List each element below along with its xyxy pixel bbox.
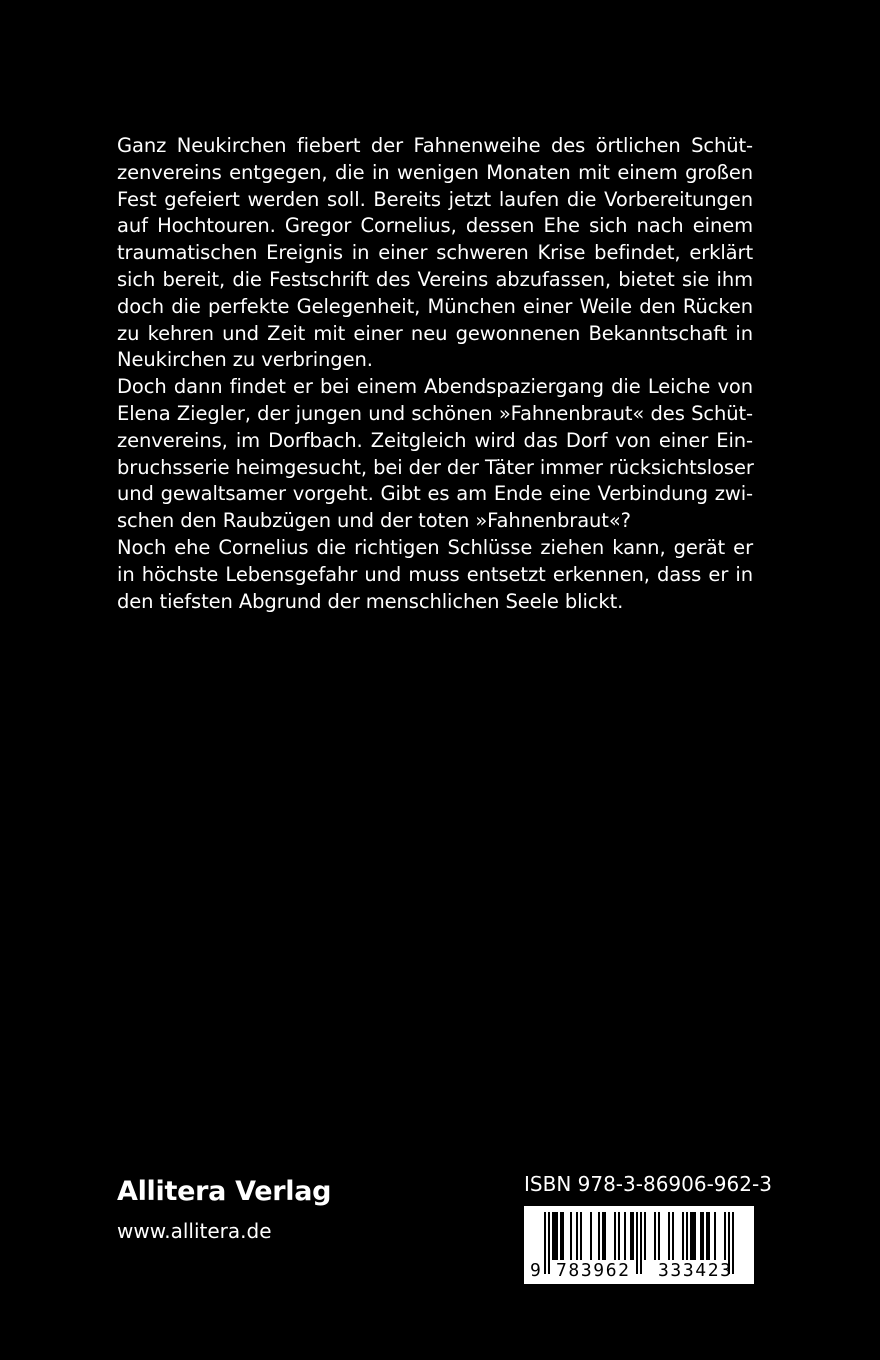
barcode-bar bbox=[700, 1212, 702, 1260]
blurb-line: Ganz Neukirchen fiebert der Fahnenweihe des örtlichen Schüt- bbox=[117, 134, 753, 157]
barcode-right-digits: 333423 bbox=[658, 1260, 733, 1281]
barcode-bar bbox=[562, 1212, 564, 1260]
barcode-bar bbox=[644, 1212, 646, 1260]
blurb-line: doch die perfekte Gelegenheit, München einer Weile den Rücken bbox=[117, 294, 753, 318]
isbn-label: ISBN 978-3-86906-962-3 bbox=[524, 1172, 772, 1196]
barcode-bar bbox=[598, 1212, 600, 1260]
barcode-bar bbox=[570, 1212, 572, 1260]
barcode-bar bbox=[632, 1212, 634, 1260]
blurb-line: schen den Raubzügen und der toten »Fahnenbraut«? bbox=[117, 509, 631, 533]
blurb-line: Doch dann findet er bei einem Abendspaziergang die Leiche von bbox=[117, 375, 753, 399]
barcode-bar bbox=[624, 1212, 626, 1260]
barcode-bar bbox=[686, 1212, 688, 1260]
blurb-line: und gewaltsamer vorgeht. Gibt es am Ende eine Verbindung zwi- bbox=[117, 482, 753, 506]
ean-barcode bbox=[524, 1206, 754, 1284]
blurb-line: Neukirchen zu verbringen. bbox=[117, 348, 373, 372]
blurb-line: zenvereins, im Dorfbach. Zeitgleich wird das Dorf von einer Ein- bbox=[117, 428, 753, 452]
barcode-bar bbox=[602, 1212, 604, 1260]
barcode-bar bbox=[618, 1212, 620, 1260]
barcode-bar bbox=[552, 1212, 554, 1260]
barcode-bar bbox=[668, 1212, 670, 1260]
barcode-bar bbox=[708, 1212, 710, 1260]
blurb-line: in höchste Lebensgefahr und muss entsetzt erkennen, dass er in bbox=[117, 562, 753, 586]
barcode-bar bbox=[690, 1212, 692, 1260]
barcode-bar bbox=[580, 1212, 582, 1260]
blurb-line: Noch ehe Cornelius die richtigen Schlüsse ziehen kann, gerät er bbox=[117, 535, 753, 559]
barcode-bar bbox=[604, 1212, 606, 1260]
barcode-bar bbox=[556, 1212, 558, 1260]
barcode-bar bbox=[702, 1212, 704, 1260]
barcode-bar bbox=[576, 1212, 578, 1260]
blurb-line: zu kehren und Zeit mit einer neu gewonnenen Bekanntschaft in bbox=[117, 321, 753, 345]
barcode-bar bbox=[560, 1212, 562, 1260]
blurb-line: traumatischen Ereignis in einer schweren Krise befindet, erklärt bbox=[117, 241, 753, 265]
barcode-bar bbox=[590, 1212, 592, 1260]
barcode-bar bbox=[682, 1212, 684, 1260]
barcode-left-digits: 783962 bbox=[556, 1260, 631, 1281]
blurb-line: Elena Ziegler, der jungen und schönen »Fahnenbraut« des Schüt- bbox=[117, 401, 753, 425]
barcode-digits bbox=[524, 1260, 754, 1282]
blurb-line: sich bereit, die Festschrift des Vereins abzufassen, bietet sie ihm bbox=[117, 267, 753, 291]
barcode-bar bbox=[706, 1212, 708, 1260]
barcode-first-digit: 9 bbox=[530, 1260, 541, 1281]
blurb-line: bruchsserie heimgesucht, bei der der Täter immer rücksichtsloser bbox=[117, 455, 754, 479]
barcode-bar bbox=[654, 1212, 656, 1260]
publisher-website: www.allitera.de bbox=[117, 1219, 272, 1243]
barcode-bar bbox=[614, 1212, 616, 1260]
barcode-bar bbox=[630, 1212, 632, 1260]
blurb-line: zenvereins entgegen, die in wenigen Monaten mit einem großen bbox=[117, 160, 753, 184]
barcode-bar bbox=[554, 1212, 556, 1260]
barcode-bar bbox=[724, 1212, 726, 1260]
back-cover-blurb bbox=[117, 133, 753, 615]
barcode-bar bbox=[672, 1212, 674, 1260]
barcode-bar bbox=[692, 1212, 694, 1260]
publisher-name: Allitera Verlag bbox=[117, 1176, 332, 1207]
barcode-bar bbox=[694, 1212, 696, 1260]
barcode-bar bbox=[658, 1212, 660, 1260]
blurb-line: auf Hochtouren. Gregor Cornelius, dessen Ehe sich nach einem bbox=[117, 214, 753, 238]
blurb-line: Fest gefeiert werden soll. Bereits jetzt laufen die Vorbereitungen bbox=[117, 187, 753, 211]
barcode-bar bbox=[714, 1212, 716, 1260]
blurb-line: den tiefsten Abgrund der menschlichen Seele blickt. bbox=[117, 589, 624, 613]
